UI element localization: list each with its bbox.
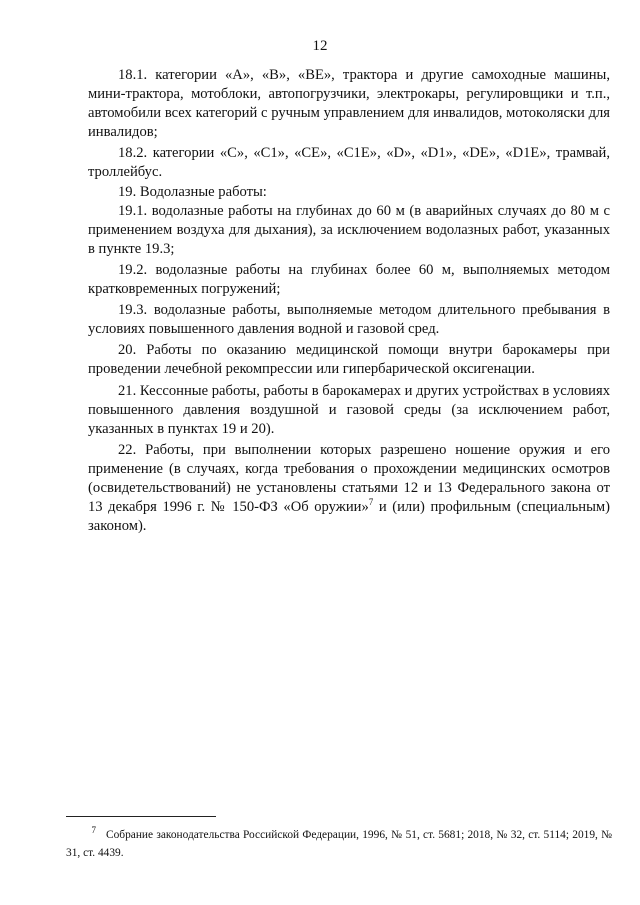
paragraph-21: 21. Кессонные работы, работы в барокамерах и других устройствах в условиях повышенного давления воздушной и газовой среды (за исключением работ, указанных в пунктах 19 и 20). [88, 382, 610, 437]
paragraph-18-2: 18.2. категории «С», «С1», «СЕ», «С1Е», «D», «D1», «DE», «D1E», трамвай, троллейбус. [88, 145, 610, 181]
paragraph-19-1: 19.1. водолазные работы на глубинах до 60 м (в аварийных случаях до 80 м с применением воздуха для дыхания), за исключением водолазных работ, указанных в пункте 19.3; [88, 202, 610, 257]
footnote: 7 Собрание законодательства Российской Федерации, 1996, № 51, ст. 5681; 2018, № 32, ст. 5114; 2019, № 31, ст. 4439. [66, 825, 612, 859]
paragraph-19: 19. Водолазные работы: [118, 183, 267, 200]
paragraph-19-3: 19.3. водолазные работы, выполняемые методом длительного пребывания в условиях повышенного давления водной и газовой сред. [88, 302, 610, 338]
footnote-reference[interactable]: 7 [368, 497, 374, 508]
page-number: 12 [312, 38, 328, 54]
footnote-text: Собрание законодательства Российской Федерации, 1996, № 51, ст. 5681; 2018, № 32, ст. 5114; 2019, № 31, ст. 4439. [66, 829, 612, 859]
paragraph-18-1: 18.1. категории «А», «В», «ВЕ», трактора и другие самоходные машины, мини-трактора, мотоблоки, автопогрузчики, электрокары, регулировщики и т.п., автомобили всех категорий с ручным управлением для инвалидов, мотоколяски для инвалидов; [88, 67, 610, 141]
paragraph-22-text: 22. Работы, при выполнении которых разрешено ношение оружия и его применение (в случаях, когда требования о прохождении медицинских осмотров (освидетельствований) не установлены статьями 12 и 13 Федерального закона от 13 декабря 1996 г. № 150-ФЗ «Об оружии» [88, 441, 610, 516]
footnote-separator [66, 816, 216, 817]
paragraph-20: 20. Работы по оказанию медицинской помощи внутри барокамеры при проведении лечебной рекомпрессии или гипербарической оксигенации. [88, 342, 610, 378]
paragraph-22 [88, 441, 610, 536]
document-body [88, 66, 610, 536]
paragraph-22-tail: и (или) профильным (специальным) законом). [88, 499, 610, 535]
paragraph-19-2: 19.2. водолазные работы на глубинах более 60 м, выполняемых методом кратковременных погружений; [88, 261, 610, 298]
